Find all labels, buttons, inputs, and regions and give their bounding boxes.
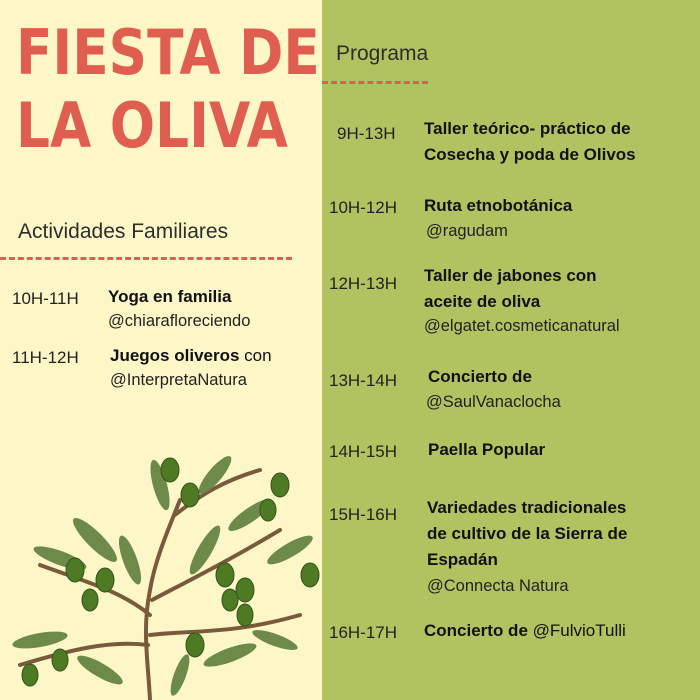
family-handle-2: @InterpretaNatura [110, 371, 247, 389]
program-event-6-line-1: Variedades tradicionales [427, 498, 627, 517]
program-event-5-line-1: Paella Popular [428, 440, 546, 459]
program-event-6-line-2: de cultivo de la Sierra de [427, 524, 628, 543]
family-heading: Actividades Familiares [18, 220, 229, 243]
program-time-7: 16H-17H [329, 623, 398, 642]
program-time-3: 12H-13H [329, 274, 398, 293]
family-handle-1: @chiarafloreciendo [108, 312, 251, 330]
program-event-1-line-1: Taller teórico- práctico de [424, 119, 631, 138]
title-line-2: LA OLIVA [16, 89, 288, 162]
program-event-1-line-2: Cosecha y poda de Olivos [424, 145, 636, 164]
olive-branch-illustration [0, 440, 330, 700]
family-divider [0, 257, 292, 260]
program-handle-7: @FulvioTulli [532, 621, 626, 640]
program-divider [322, 81, 428, 84]
program-event-4-line-1: Concierto de [428, 367, 532, 386]
program-handle-2: @ragudam [426, 222, 508, 240]
title-line-1: FIESTA DE [16, 16, 320, 89]
program-time-5: 14H-15H [329, 442, 398, 461]
program-time-1: 9H-13H [337, 124, 396, 143]
program-event-2-line-1: Ruta etnobotánica [424, 196, 573, 215]
program-time-2: 10H-12H [329, 198, 398, 217]
program-time-6: 15H-16H [329, 505, 398, 524]
family-time-1: 10H-11H [12, 289, 79, 308]
program-handle-4: @SaulVanaclocha [426, 393, 561, 411]
program-event-3-line-1: Taller de jabones con [424, 266, 597, 285]
program-event-3-line-2: aceite de oliva [424, 292, 541, 311]
family-event-1: Yoga en familia [108, 287, 232, 306]
program-time-4: 13H-14H [329, 371, 398, 390]
program-handle-6: @Connecta Natura [427, 577, 569, 595]
family-time-2: 11H-12H [12, 348, 79, 367]
program-event-6-line-3: Espadán [427, 550, 498, 569]
program-event-7-line-1: Concierto de @FulvioTulli [424, 621, 626, 640]
program-handle-3: @elgatet.cosmeticanatural [424, 317, 620, 335]
program-heading: Programa [336, 42, 429, 65]
family-event-2: Juegos oliveros con [110, 346, 272, 365]
